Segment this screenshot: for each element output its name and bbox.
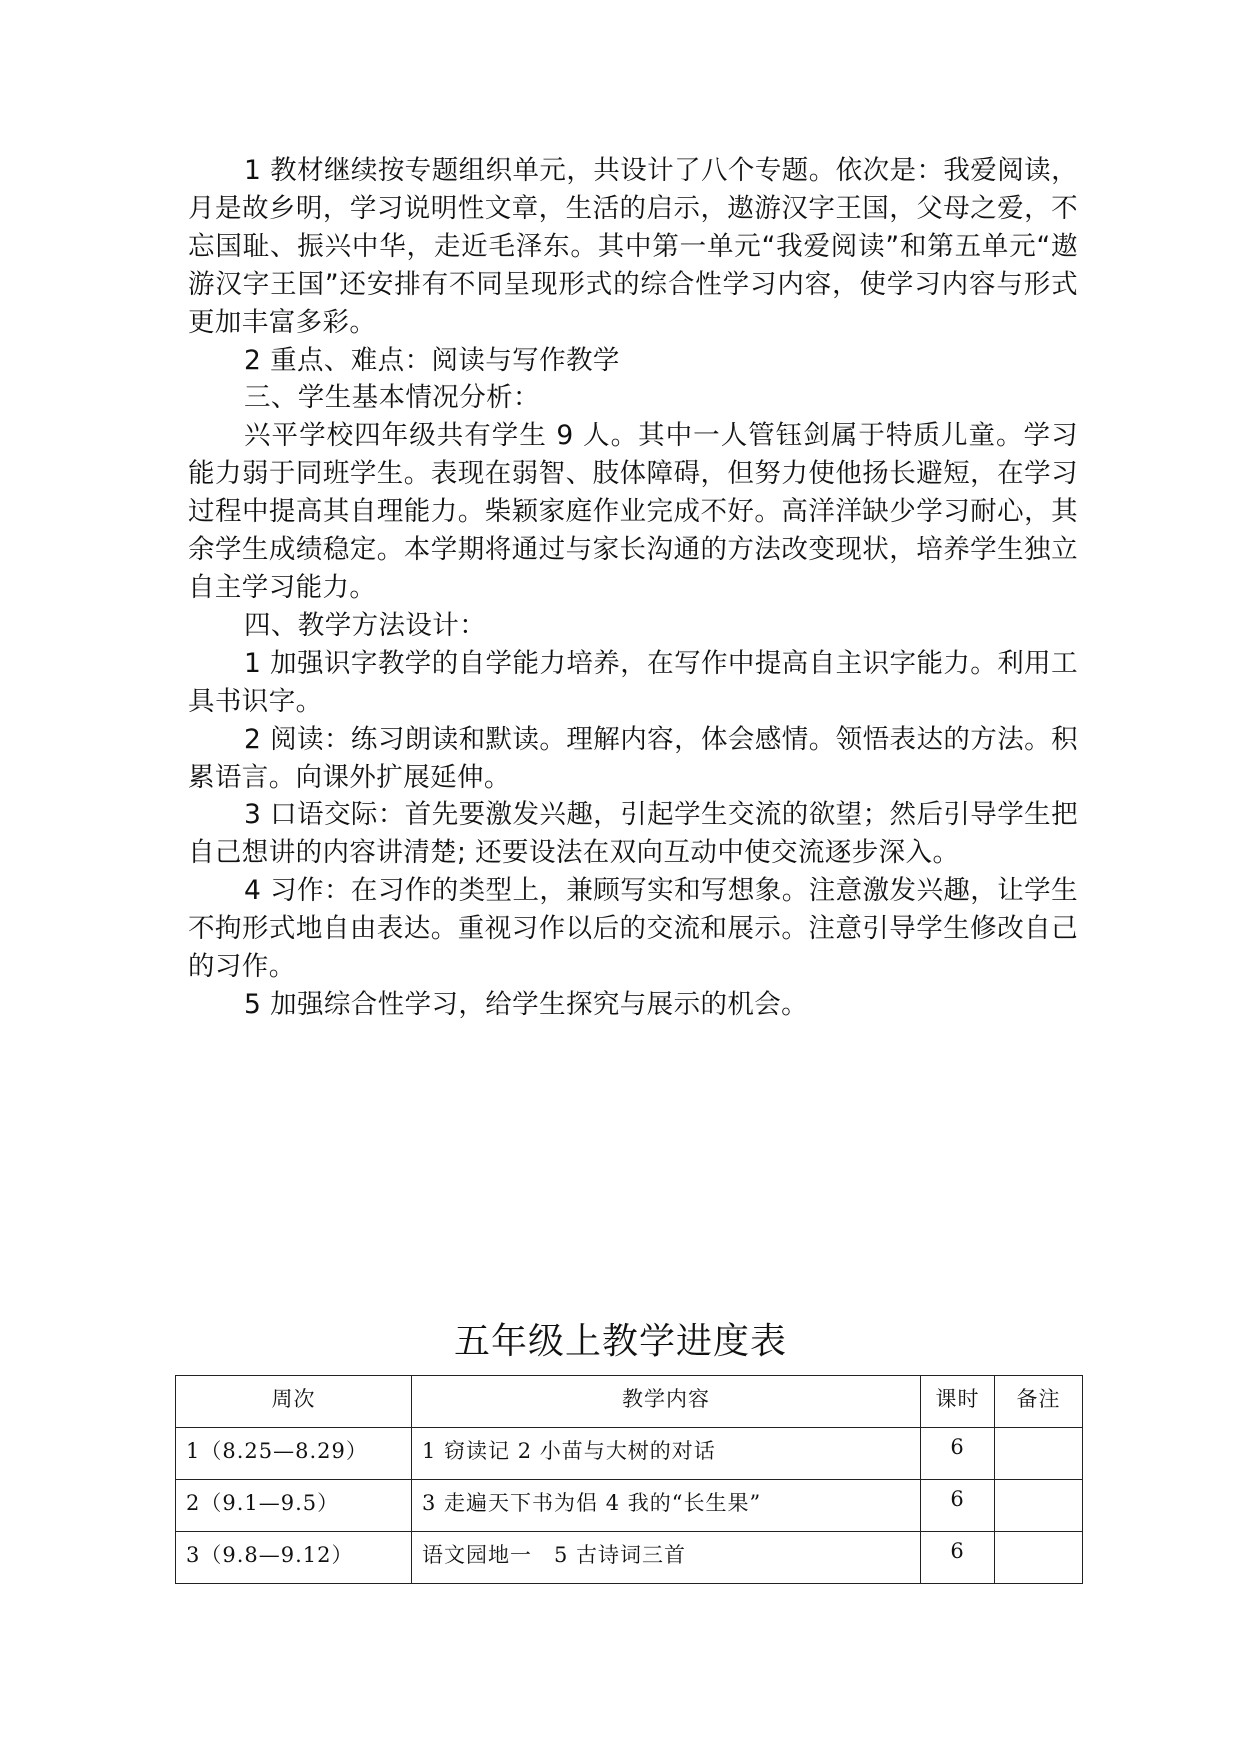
table-row [176,1532,1083,1584]
paragraph-method-writing: 4 习作：在习作的类型上，兼顾写实和写想象。注意激发兴趣，让学生不拘形式地自由表达。重视习作以后的交流和展示。注意引导学生修改自己的习作。 [188,875,1078,983]
section-heading-student-analysis: 三、学生基本情况分析： [244,382,540,414]
cell-content: 语文园地一 5 古诗词三首 [412,1532,921,1584]
cell-note [995,1428,1083,1480]
cell-note [995,1480,1083,1532]
schedule-table [175,1375,1083,1584]
paragraph-method-integrated: 5 加强综合性学习，给学生探究与展示的机会。 [244,988,809,1020]
cell-week: 2（9.1—9.5） [176,1480,412,1532]
cell-hours: 6 [921,1532,995,1584]
schedule-title: 五年级上教学进度表 [453,1321,787,1362]
section-heading-teaching-methods: 四、教学方法设计： [244,609,487,641]
cell-hours: 6 [921,1428,995,1480]
paragraph-method-reading: 2 阅读：练习朗读和默读。理解内容，体会感情。领悟表达的方法。积累语言。向课外扩展延伸。 [188,723,1078,793]
table-row [176,1480,1083,1532]
table-row [176,1428,1083,1480]
table-header-row [176,1376,1083,1428]
cell-hours: 6 [921,1480,995,1532]
paragraph-student-analysis: 兴平学校四年级共有学生 9 人。其中一人管钰剑属于特质儿童。学习能力弱于同班学生。表现在弱智、肢体障碍，但努力使他扬长避短，在学习过程中提高其自理能力。柴颖家庭作业完成不好。高洋洋缺少学习耐心，其余学生成绩稳定。本学期将通过与家长沟通的方法改变现状，培养学生独立自主学习能力。 [188,420,1078,603]
paragraph-method-literacy: 1 加强识字教学的自学能力培养，在写作中提高自主识字能力。利用工具书识字。 [188,647,1078,717]
paragraph-method-oral: 3 口语交际：首先要激发兴趣，引起学生交流的欲望；然后引导学生把自己想讲的内容讲清楚; 还要设法在双向互动中使交流逐步深入。 [188,799,1078,869]
cell-content: 3 走遍天下书为侣 4 我的“长生果” [412,1480,921,1532]
body-text [188,152,1078,1024]
cell-week: 1（8.25—8.29） [176,1428,412,1480]
header-note: 备注 [995,1376,1083,1428]
cell-note [995,1532,1083,1584]
cell-content: 1 窃读记 2 小苗与大树的对话 [412,1428,921,1480]
paragraph-textbook-units: 1 教材继续按专题组织单元，共设计了八个专题。依次是：我爱阅读，月是故乡明，学习说明性文章，生活的启示，遨游汉字王国，父母之爱，不忘国耻、振兴中华，走近毛泽东。其中第一单元“我爱阅读”和第五单元“遨游汉字王国”还安排有不同呈现形式的综合性学习内容，使学习内容与形式更加丰富多彩。 [188,155,1078,338]
header-week: 周次 [176,1376,412,1428]
header-content: 教学内容 [412,1376,921,1428]
paragraph-key-points: 2 重点、难点：阅读与写作教学 [244,344,620,376]
header-hours: 课时 [921,1376,995,1428]
cell-week: 3（9.8—9.12） [176,1532,412,1584]
